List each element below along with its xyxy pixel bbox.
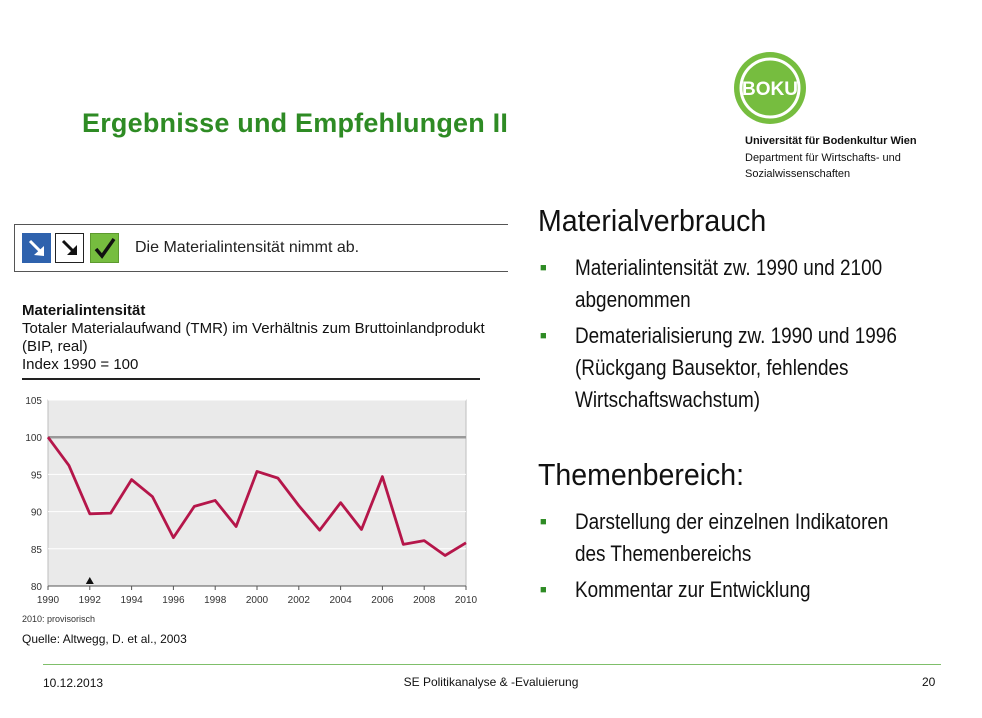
page-number: 20: [922, 675, 936, 689]
check-green-icon: [90, 233, 119, 263]
chart-subtitle-2: (BIP, real): [22, 338, 88, 355]
y-tick-80: 80: [30, 582, 42, 593]
bullet-2-line-2: (Rückgang Bausektor, fehlendes: [575, 355, 849, 380]
footer-divider: [43, 664, 941, 665]
chart-title: Materialintensität: [22, 302, 146, 319]
logo-text: BOKU: [742, 79, 798, 100]
x-tick-1994: 1994: [120, 595, 143, 606]
bullet-4-line-1: Kommentar zur Entwicklung: [575, 577, 811, 602]
bullet-1-line-2: abgenommen: [575, 287, 691, 312]
x-tick-1996: 1996: [162, 595, 185, 606]
department-line-2: Sozialwissenschaften: [745, 168, 851, 180]
footer-date: 10.12.2013: [43, 676, 104, 690]
bullet-3-line-1: Darstellung der einzelnen Indikatoren: [575, 509, 889, 534]
bullet-square-icon: ■: [540, 516, 547, 528]
indicator-label: Die Materialintensität nimmt ab.: [135, 239, 360, 256]
y-tick-100: 100: [25, 433, 42, 445]
chart-source: Quelle: Altwegg, D. et al., 2003: [22, 632, 187, 646]
bullet-1-line-1: Materialintensität zw. 1990 und 2100: [575, 255, 883, 280]
bullet-square-icon: ■: [540, 330, 547, 342]
x-tick-1992: 1992: [78, 595, 101, 606]
bullet-square-icon: ■: [540, 584, 547, 596]
x-tick-1990: 1990: [36, 595, 60, 606]
heading-themenbereich: Themenbereich:: [538, 457, 745, 492]
x-tick-2002: 2002: [287, 595, 310, 606]
heading-materialverbrauch: Materialverbrauch: [538, 203, 767, 238]
arrow-down-right-icon: [55, 233, 84, 263]
material-intensity-chart: [18, 388, 488, 620]
x-tick-2004: 2004: [329, 595, 352, 606]
plot-area: [48, 400, 466, 586]
bullet-2-line-1: Dematerialisierung zw. 1990 und 1996: [575, 323, 897, 348]
slide-title: Ergebnisse und Empfehlungen II: [82, 108, 509, 138]
x-tick-1998: 1998: [204, 595, 227, 606]
chart-note: 2010: provisorisch: [22, 614, 96, 624]
y-tick-105: 105: [25, 396, 42, 407]
department-line-1: Department für Wirtschafts- und: [745, 152, 901, 164]
indicator-box: [14, 224, 508, 272]
y-tick-95: 95: [30, 470, 42, 482]
x-tick-2008: 2008: [413, 595, 436, 606]
x-tick-2010: 2010: [454, 595, 478, 606]
x-tick-2006: 2006: [371, 595, 394, 606]
x-tick-2000: 2000: [245, 595, 269, 606]
footer-course: SE Politikanalyse & -Evaluierung: [403, 675, 579, 689]
arrow-down-left-blue-icon: [22, 233, 51, 263]
chart-divider: [22, 378, 480, 380]
bullet-2-line-3: Wirtschaftswachstum): [575, 387, 761, 412]
bullet-3-line-2: des Themenbereichs: [575, 541, 752, 566]
y-tick-90: 90: [30, 507, 42, 519]
bullet-square-icon: ■: [540, 262, 547, 274]
boku-logo: [732, 50, 808, 126]
university-name: Universität für Bodenkultur Wien: [745, 135, 917, 147]
chart-subtitle-1: Totaler Materialaufwand (TMR) im Verhältnis zum Bruttoinlandprodukt: [22, 320, 485, 337]
y-tick-85: 85: [30, 544, 42, 556]
chart-subtitle-3: Index 1990 = 100: [22, 356, 139, 373]
